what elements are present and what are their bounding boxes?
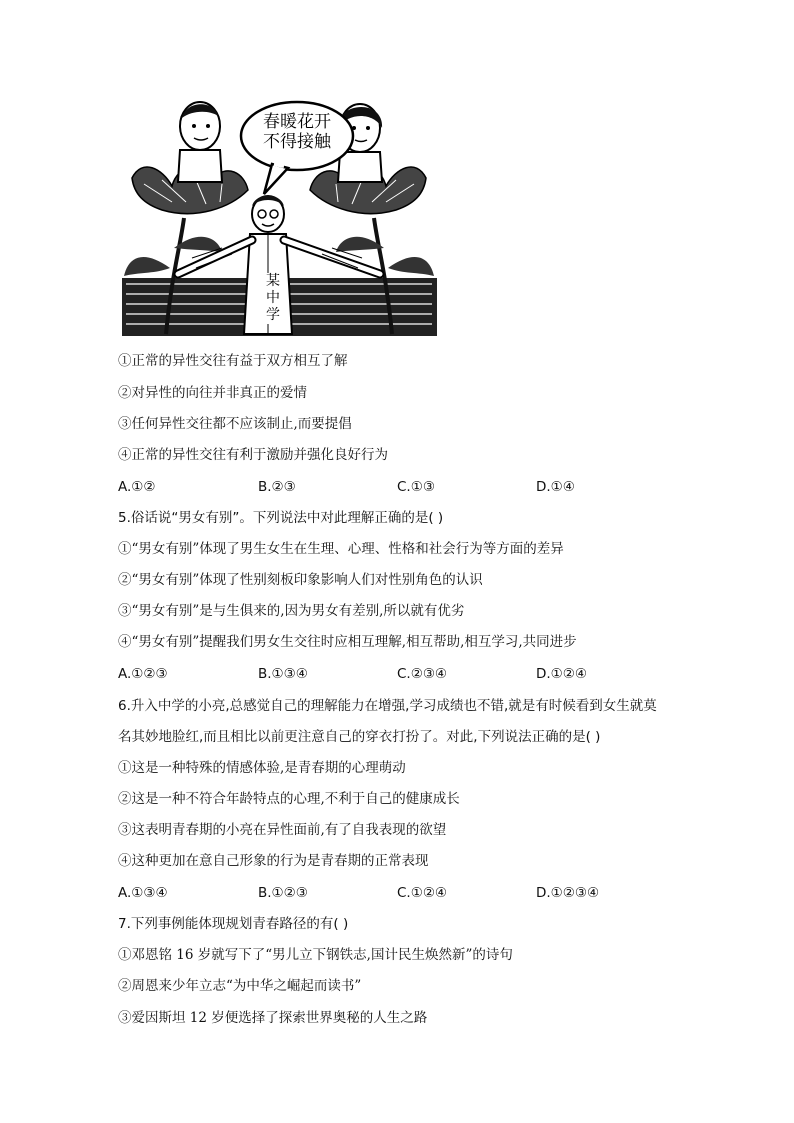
q6-item-3: ③这表明青春期的小亮在异性面前,有了自我表现的欲望 — [118, 822, 447, 838]
school-sign: 某 中 学 — [263, 273, 283, 324]
q5-option-a: A.①②③ — [118, 666, 168, 682]
q6-item-4: ④这种更加在意自己形象的行为是青春期的正常表现 — [118, 853, 429, 869]
q6-option-c: C.①②④ — [397, 885, 448, 901]
q4-option-c: C.①③ — [397, 479, 435, 495]
q4-item-2: ②对异性的向往并非真正的爱情 — [118, 385, 307, 401]
q6-option-d: D.①②③④ — [536, 885, 600, 901]
q6-item-1: ①这是一种特殊的情感体验,是青春期的心理萌动 — [118, 760, 406, 776]
q4-item-3: ③任何异性交往都不应该制止,而要提倡 — [118, 416, 352, 432]
q5-stem: 5.俗话说“男女有别”。下列说法中对此理解正确的是( ) — [118, 510, 444, 526]
q4-item-4: ④正常的异性交往有利于激励并强化良好行为 — [118, 447, 388, 463]
bubble-line-1: 春暖花开 — [263, 112, 331, 132]
q4-option-a: A.①② — [118, 479, 156, 495]
q6-item-2: ②这是一种不符合年龄特点的心理,不利于自己的健康成长 — [118, 791, 460, 807]
q5-item-3: ③“男女有别”是与生俱来的,因为男女有差别,所以就有优劣 — [118, 603, 465, 619]
q4-option-b: B.②③ — [258, 479, 296, 495]
q4-option-d: D.①④ — [536, 479, 575, 495]
q6-option-a: A.①③④ — [118, 885, 168, 901]
q5-option-b: B.①③④ — [258, 666, 308, 682]
q5-option-d: D.①②④ — [536, 666, 587, 682]
q4-item-1: ①正常的异性交往有益于双方相互了解 — [118, 353, 348, 369]
q5-item-4: ④“男女有别”提醒我们男女生交往时应相互理解,相互帮助,相互学习,共同进步 — [118, 634, 577, 650]
bubble-line-2: 不得接触 — [263, 132, 331, 152]
q7-item-1: ①邓恩铭 16 岁就写下了“男儿立下钢铁志,国计民生焕然新”的诗句 — [118, 947, 513, 963]
q5-item-1: ①“男女有别”体现了男生女生在生理、心理、性格和社会行为等方面的差异 — [118, 541, 564, 557]
q7-item-3: ③爱因斯坦 12 岁便选择了探索世界奥秘的人生之路 — [118, 1010, 428, 1026]
speech-bubble-text — [248, 112, 346, 152]
q7-item-2: ②周恩来少年立志“为中华之崛起而读书” — [118, 978, 362, 994]
q7-stem: 7.下列事例能体现规划青春路径的有( ) — [118, 916, 349, 932]
q5-option-c: C.②③④ — [397, 666, 448, 682]
q6-stem-line-2: 名其妙地脸红,而且相比以前更注意自己的穿衣打扮了。对此,下列说法正确的是( ) — [118, 729, 601, 745]
q5-item-2: ②“男女有别”体现了性别刻板印象影响人们对性别角色的认识 — [118, 572, 483, 588]
q6-option-b: B.①②③ — [258, 885, 308, 901]
cartoon-illustration — [122, 98, 437, 336]
q6-stem-line-1: 6.升入中学的小亮,总感觉自己的理解能力在增强,学习成绩也不错,就是有时候看到女生就莫 — [118, 698, 657, 714]
